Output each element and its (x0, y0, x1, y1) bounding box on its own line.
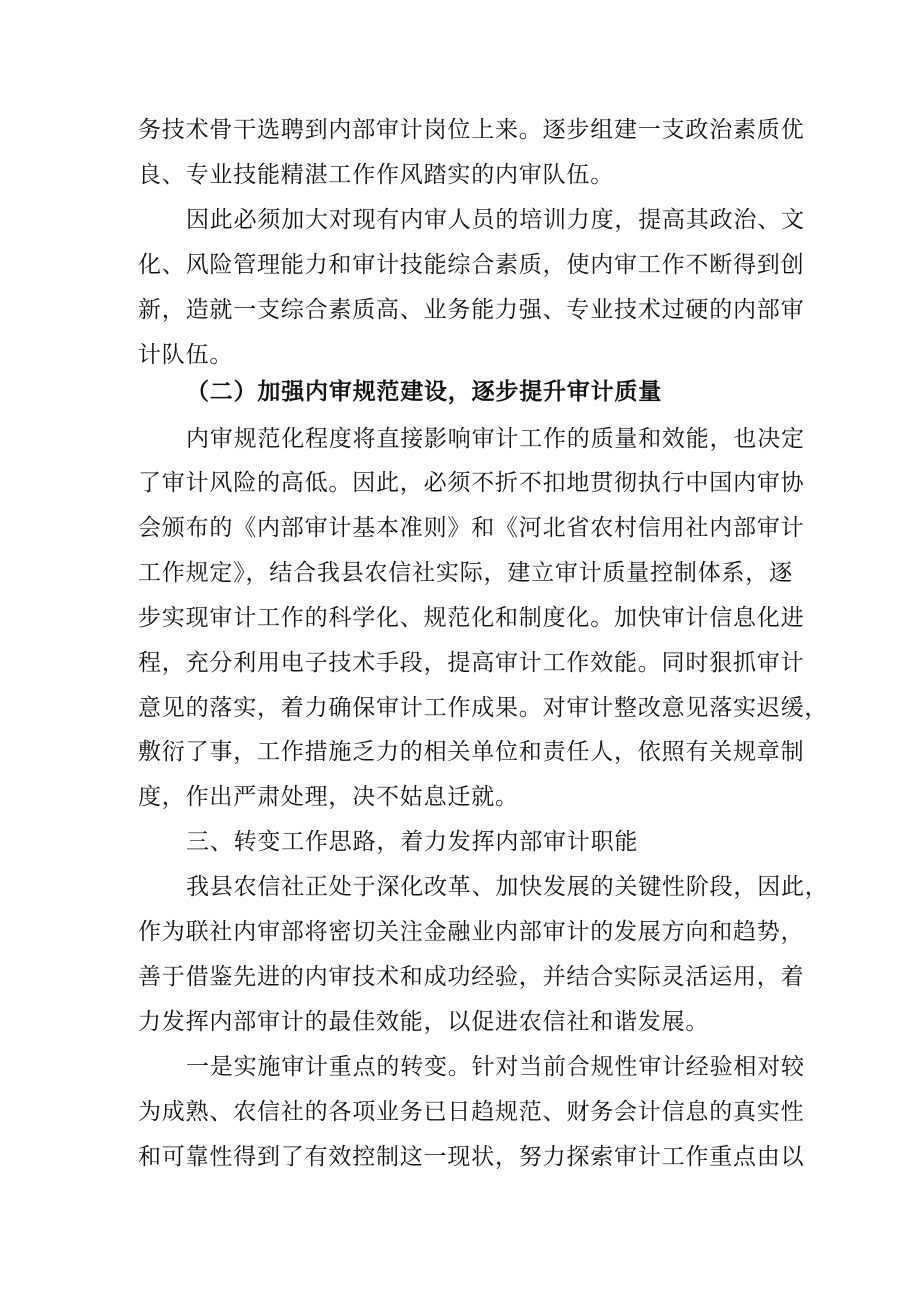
text-line: 善于借鉴先进的内审技术和成功经验，并结合实际灵活运用，着 (138, 964, 805, 990)
text-line: 良、专业技能精湛工作作风踏实的内审队伍。 (138, 162, 614, 188)
text-line: 度，作出严肃处理，决不姑息迁就。 (138, 784, 519, 810)
text-line: 新，造就一支综合素质高、业务能力强、专业技术过硬的内部审 (138, 297, 805, 323)
text-line: 为成熟、农信社的各项业务已日趋规范、财务会计信息的真实性 (138, 1099, 805, 1125)
text-line: 化、风险管理能力和审计技能综合素质，使内审工作不断得到创 (138, 252, 805, 278)
text-line: 和可靠性得到了有效控制这一现状，努力探索审计工作重点由以 (138, 1144, 805, 1170)
paragraph-start-line: 一是实施审计重点的转变。针对当前合规性审计经验相对较 (186, 1054, 805, 1080)
text-line: 了审计风险的高低。因此，必须不折不扣地贯彻执行中国内审协 (138, 470, 805, 496)
text-line: 作为联社内审部将密切关注金融业内部审计的发展方向和趋势， (138, 919, 805, 945)
paragraph-start-line: 内审规范化程度将直接影响审计工作的质量和效能，也决定 (186, 426, 805, 452)
text-line: 工作规定》，结合我县农信社实际，建立审计质量控制体系，逐 (138, 560, 793, 586)
section-heading: 三、转变工作思路，着力发挥内部审计职能 (186, 829, 639, 855)
text-line: 步实现审计工作的科学化、规范化和制度化。加快审计信息化进 (138, 605, 805, 631)
paragraph-start-line: 因此必须加大对现有内审人员的培训力度，提高其政治、文 (186, 207, 805, 233)
section-heading: （二）加强内审规范建设，逐步提升审计质量 (186, 378, 662, 405)
text-line: 会颁布的《内部审计基本准则》和《河北省农村信用社内部审计 (138, 515, 805, 541)
paragraph-start-line: 我县农信社正处于深化改革、加快发展的关键性阶段，因此， (186, 874, 829, 900)
text-line: 敷衍了事，工作措施乏力的相关单位和责任人，依照有关规章制 (138, 739, 805, 765)
text-line: 程，充分利用电子技术手段，提高审计工作效能。同时狠抓审计 (138, 650, 805, 676)
text-line: 力发挥内部审计的最佳效能，以促进农信社和谐发展。 (138, 1009, 710, 1035)
text-line: 计队伍。 (138, 342, 234, 368)
text-line: 务技术骨干选聘到内部审计岗位上来。逐步组建一支政治素质优 (138, 117, 805, 143)
text-line: 意见的落实，着力确保审计工作成果。对审计整改意见落实迟缓， (138, 695, 829, 721)
